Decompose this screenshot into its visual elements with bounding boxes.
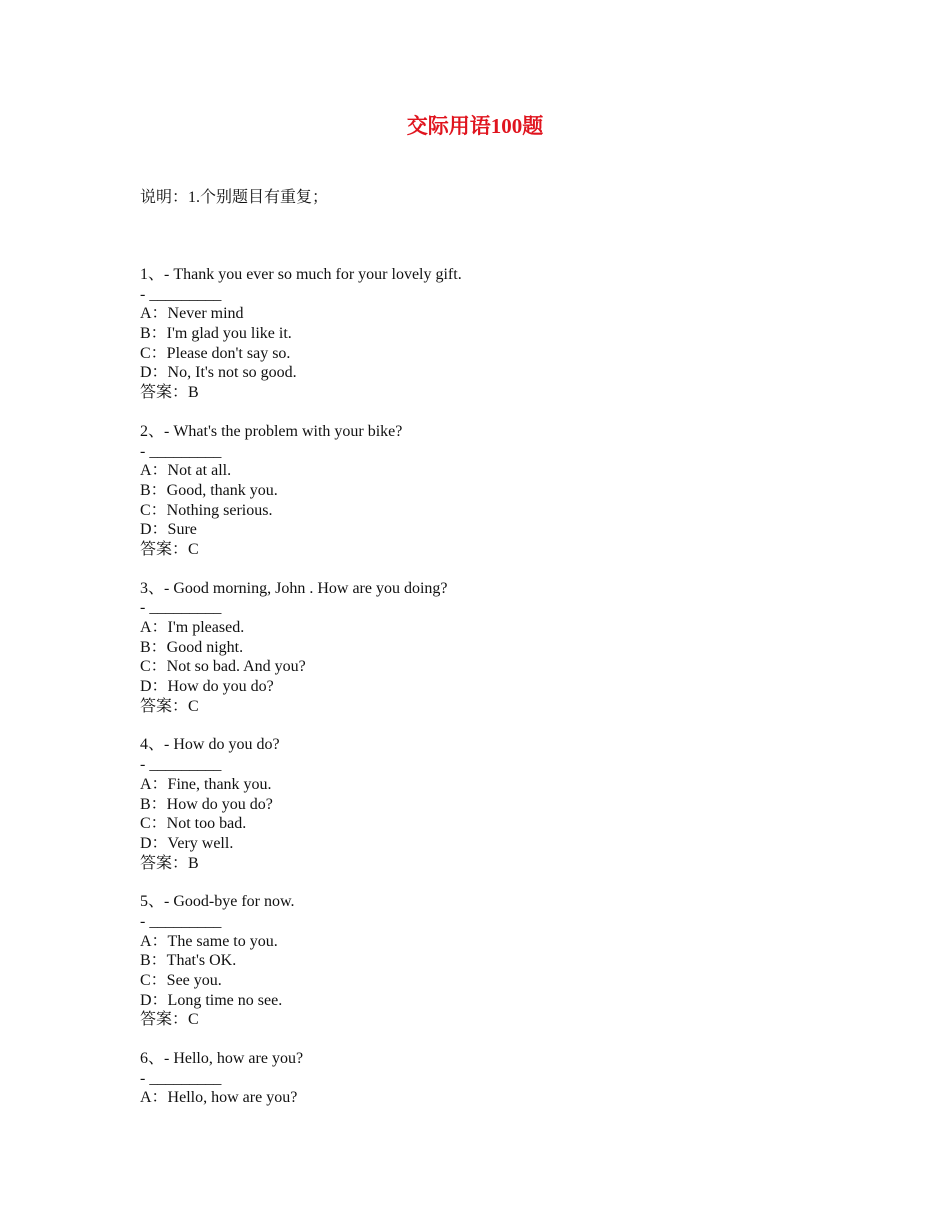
option-d: D：No, It's not so good. <box>140 364 297 382</box>
question-list <box>140 265 840 1127</box>
question-prompt: 4、- How do you do? <box>140 736 280 754</box>
question-5 <box>140 892 840 1030</box>
option-d: D：How do you do? <box>140 678 274 696</box>
option-a: A：The same to you. <box>140 932 278 950</box>
answer-blank: - _________ <box>140 442 222 460</box>
question-2 <box>140 422 840 560</box>
option-b: B：I'm glad you like it. <box>140 325 292 343</box>
answer-key: 答案：B <box>140 384 199 402</box>
option-b: B：How do you do? <box>140 795 273 813</box>
option-c: C：Not so bad. And you? <box>140 658 306 676</box>
answer-key: 答案：B <box>140 854 199 872</box>
answer-blank: - _________ <box>140 599 222 617</box>
answer-blank: - _________ <box>140 912 222 930</box>
option-c: C：Not too bad. <box>140 815 247 833</box>
question-3 <box>140 579 840 717</box>
option-c: C：Please don't say so. <box>140 344 291 362</box>
document-title: 交际用语100题 <box>406 114 544 138</box>
option-b: B：Good, thank you. <box>140 481 278 499</box>
option-a: A：Never mind <box>140 305 244 323</box>
option-c: C：See you. <box>140 972 222 989</box>
option-a: A：Not at all. <box>140 462 232 480</box>
answer-key: 答案：C <box>140 1011 199 1029</box>
answer-blank: - _________ <box>140 1069 222 1087</box>
option-b: B：That's OK. <box>140 952 237 970</box>
option-b: B：Good night. <box>140 638 244 656</box>
option-d: D：Very well. <box>140 834 234 852</box>
answer-blank: - _________ <box>140 756 222 774</box>
question-prompt: 5、- Good-bye for now. <box>140 893 295 911</box>
option-d: D：Long time no see. <box>140 991 283 1009</box>
option-c: C：Nothing serious. <box>140 501 273 519</box>
question-prompt: 1、- Thank you ever so much for your lovely gift. <box>140 266 462 283</box>
question-4 <box>140 735 840 873</box>
answer-key: 答案：C <box>140 697 199 715</box>
answer-key: 答案：C <box>140 540 199 558</box>
question-prompt: 3、- Good morning, John . How are you doing? <box>140 579 448 597</box>
question-1 <box>140 265 840 403</box>
question-6 <box>140 1049 840 1108</box>
option-a: A：I'm pleased. <box>140 619 245 636</box>
option-a: A：Fine, thank you. <box>140 775 272 793</box>
document-note: 说明：1.个别题目有重复； <box>140 189 329 206</box>
option-d: D：Sure <box>140 521 197 539</box>
option-a: A：Hello, how are you? <box>140 1089 298 1107</box>
answer-blank: - _________ <box>140 285 222 303</box>
question-prompt: 2、- What's the problem with your bike? <box>140 422 403 440</box>
question-prompt: 6、- Hello, how are you? <box>140 1050 304 1068</box>
